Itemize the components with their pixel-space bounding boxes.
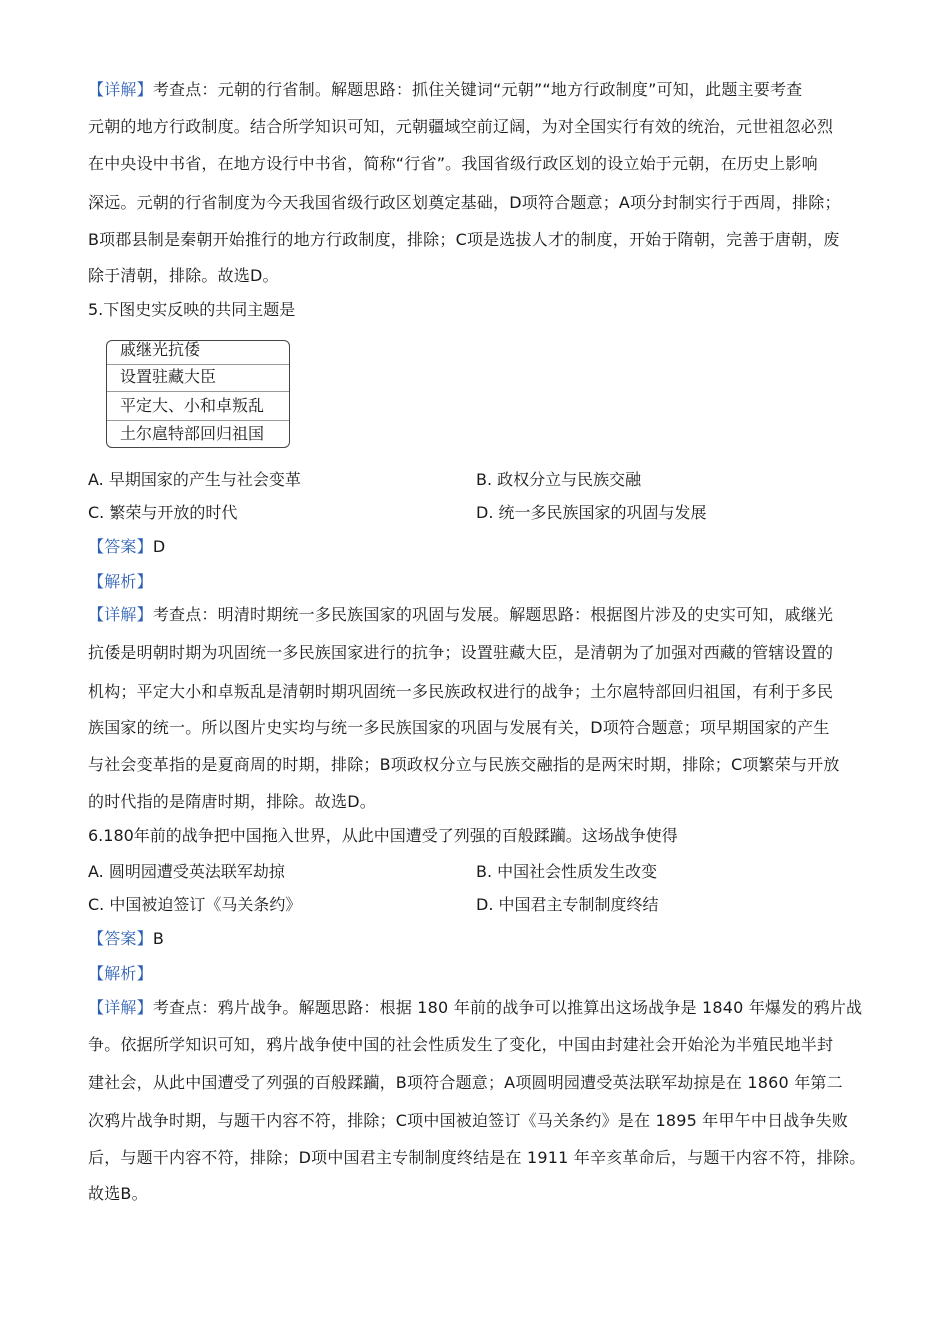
box-item: 平定大、小和卓叛乱 xyxy=(120,396,265,415)
detail-line: 深远。元朝的行省制度为今天我国省级行政区划奠定基础，D项符合题意；A项分封制实行于西周，排除； xyxy=(88,193,841,212)
option-a: A. 早期国家的产生与社会变革 xyxy=(88,470,301,489)
detail-label: 【详解】 xyxy=(88,998,153,1017)
detail-label: 【详解】 xyxy=(88,80,153,99)
detail-line: 机构；平定大小和卓叛乱是清朝时期巩固统一多民族政权进行的战争；土尔扈特部回归祖国，有利于多民 xyxy=(88,682,834,701)
detail-line: 族国家的统一。所以图片史实均与统一多民族国家的巩固与发展有关，D项符合题意；项早期国家的产生 xyxy=(88,718,830,737)
detail-line xyxy=(88,998,862,1018)
analysis-label: 【解析】 xyxy=(88,964,153,983)
box-divider xyxy=(107,420,289,421)
box-item: 戚继光抗倭 xyxy=(120,340,201,359)
detail-line: 建社会，从此中国遭受了列强的百般蹂躏，B项符合题意；A项圆明园遭受英法联军劫掠是在 1860 年第二 xyxy=(88,1073,843,1092)
answer-label: 【答案】 xyxy=(88,537,153,556)
detail-line: 次鸦片战争时期，与题干内容不符，排除；C项中国被迫签订《马关条约》是在 1895 年甲午中日战争失败 xyxy=(88,1111,849,1130)
answer-value: D xyxy=(152,537,166,556)
detail-label: 【详解】 xyxy=(88,605,153,624)
option-c: C. 繁荣与开放的时代 xyxy=(88,503,238,522)
detail-line: 故选B。 xyxy=(88,1184,148,1203)
answer-value: B xyxy=(152,929,164,948)
answer-line xyxy=(88,929,164,949)
box-item: 设置驻藏大臣 xyxy=(120,367,217,386)
question-5-title: 5.下图史实反映的共同主题是 xyxy=(88,300,296,319)
detail-line: 抗倭是明朝时期为巩固统一多民族国家进行的抗争；设置驻藏大臣，是清朝为了加强对西藏的管辖设置的 xyxy=(88,643,834,662)
option-b: B. 中国社会性质发生改变 xyxy=(476,862,658,881)
detail-line xyxy=(88,80,802,100)
box-item: 土尔扈特部回归祖国 xyxy=(120,424,265,443)
detail-text: 考查点：元朝的行省制。解题思路：抓住关键词“元朝”“地方行政制度”可知，此题主要考查 xyxy=(152,80,803,99)
answer-label: 【答案】 xyxy=(88,929,153,948)
detail-line: 的时代指的是隋唐时期，排除。故选D。 xyxy=(88,792,376,811)
detail-line: 元朝的地方行政制度。结合所学知识可知，元朝疆域空前辽阔，为对全国实行有效的统治，元世祖忽必烈 xyxy=(88,117,834,136)
box-divider xyxy=(107,364,289,365)
analysis-label: 【解析】 xyxy=(88,572,153,591)
option-c: C. 中国被迫签订《马关条约》 xyxy=(88,895,302,914)
detail-line: B项郡县制是秦朝开始推行的地方行政制度，排除；C项是选拔人才的制度，开始于隋朝，完善于唐朝，废 xyxy=(88,230,840,249)
detail-text: 考查点：鸦片战争。解题思路：根据 180 年前的战争可以推算出这场战争是 1840 年爆发的鸦片战 xyxy=(152,998,863,1017)
option-d: D. 中国君主专制制度终结 xyxy=(476,895,659,914)
detail-line: 在中央设中书省，在地方设行中书省，简称“行省”。我国省级行政区划的设立始于元朝，在历史上影响 xyxy=(88,154,818,173)
box-divider xyxy=(107,391,289,392)
detail-line xyxy=(88,605,833,625)
detail-line: 与社会变革指的是夏商周的时期，排除；B项政权分立与民族交融指的是两宋时期，排除；C项繁荣与开放 xyxy=(88,755,840,774)
answer-line xyxy=(88,537,165,557)
detail-line: 除于清朝，排除。故选D。 xyxy=(88,266,279,285)
question-6-title: 6.180年前的战争把中国拖入世界，从此中国遭受了列强的百般蹂躏。这场战争使得 xyxy=(88,826,678,845)
detail-line: 后，与题干内容不符，排除；D项中国君主专制制度终结是在 1911 年辛亥革命后，与题干内容不符，排除。 xyxy=(88,1148,866,1167)
option-b: B. 政权分立与民族交融 xyxy=(476,470,642,489)
option-a: A. 圆明园遭受英法联军劫掠 xyxy=(88,862,285,881)
detail-line: 争。依据所学知识可知，鸦片战争使中国的社会性质发生了变化，中国由封建社会开始沦为半殖民地半封 xyxy=(88,1035,834,1054)
option-d: D. 统一多民族国家的巩固与发展 xyxy=(476,503,707,522)
detail-text: 考查点：明清时期统一多民族国家的巩固与发展。解题思路：根据图片涉及的史实可知，戚继光 xyxy=(152,605,834,624)
